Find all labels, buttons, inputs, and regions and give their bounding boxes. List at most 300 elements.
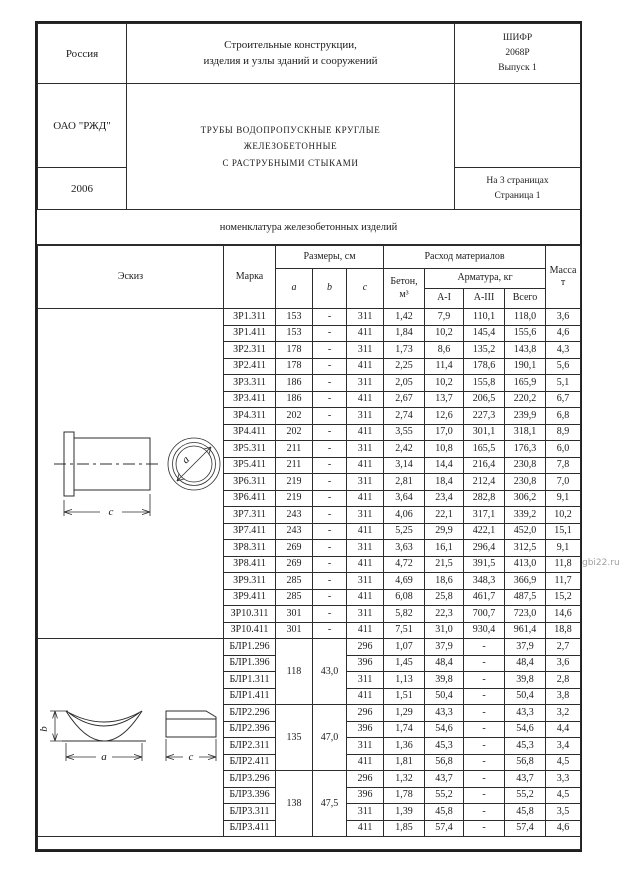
table-cell: 296 [347,771,384,788]
table-cell: 311 [347,342,384,359]
table-cell: 230,8 [505,474,546,491]
table-cell: - [464,672,505,689]
table-cell: 56,8 [505,754,546,771]
table-cell: 2,25 [384,358,425,375]
pipe-drawing [38,420,224,524]
table-cell: - [464,721,505,738]
table-cell: 413,0 [505,556,546,573]
table-cell: 1,73 [384,342,425,359]
table-cell: ЗР10.411 [224,622,276,639]
table-cell: 143,8 [505,342,546,359]
series-title-cell [127,24,455,84]
table-cell: 11,7 [546,573,581,590]
table-cell: 296,4 [464,540,505,557]
table-cell: - [464,787,505,804]
table-cell: - [464,688,505,705]
table-cell: 206,5 [464,391,505,408]
table-cell: 153 [276,309,313,326]
table-cell: 186 [276,391,313,408]
table-cell: - [313,556,347,573]
table-cell: 2,74 [384,408,425,425]
table-cell: 317,1 [464,507,505,524]
table-cell: 411 [347,457,384,474]
table-cell: 45,3 [505,738,546,755]
table-cell: 202 [276,408,313,425]
table-cell: 211 [276,457,313,474]
table-cell: 3,4 [546,738,581,755]
table-cell: 43,0 [313,639,347,705]
table-cell: 31,0 [425,622,464,639]
table-cell: 178,6 [464,358,505,375]
table-cell: 15,1 [546,523,581,540]
table-cell: 311 [347,375,384,392]
table-cell: 301,1 [464,424,505,441]
table-cell: 1,32 [384,771,425,788]
table-cell: - [464,705,505,722]
dim-label-a: a [179,453,193,467]
table-cell: 311 [347,441,384,458]
table-cell: ЗР10.311 [224,606,276,623]
table-cell: 311 [347,738,384,755]
header-row [38,246,581,269]
table-cell: - [313,540,347,557]
series-title-line: изделия и узлы зданий и сооружений [203,54,378,67]
table-cell: 2,67 [384,391,425,408]
table-cell: 47,5 [313,771,347,837]
table-cell: 37,9 [425,639,464,656]
table-cell: 135,2 [464,342,505,359]
table-cell: 4,06 [384,507,425,524]
table-cell: 391,5 [464,556,505,573]
table-cell: ЗР1.411 [224,325,276,342]
table-cell: 318,1 [505,424,546,441]
table-cell: - [313,622,347,639]
table-cell: БЛР2.311 [224,738,276,755]
table-cell: - [313,391,347,408]
pages-cell [455,168,581,210]
table-cell: 138 [276,771,313,837]
table-cell: 1,81 [384,754,425,771]
table-cell: 118,0 [505,309,546,326]
table-cell: 4,5 [546,787,581,804]
dim-label-c: c [108,506,114,518]
segment-sketch-cell [38,639,224,837]
table-cell: 7,8 [546,457,581,474]
table-cell: 220,2 [505,391,546,408]
table-cell: 54,6 [505,721,546,738]
table-row [38,837,581,850]
table-cell: 3,64 [384,490,425,507]
table-body [38,309,581,850]
table-cell: 230,8 [505,457,546,474]
table-cell: 14,6 [546,606,581,623]
table-cell: - [313,507,347,524]
table-cell: БЛР3.411 [224,820,276,837]
title-row-2 [38,84,581,168]
mass-label: Масса [549,264,577,276]
table-cell: 216,4 [464,457,505,474]
table-cell: 2,05 [384,375,425,392]
table-cell: 396 [347,721,384,738]
table-cell: 411 [347,556,384,573]
table-cell: 9,1 [546,540,581,557]
table-cell: 2,42 [384,441,425,458]
concrete-label: Бетон, [390,276,418,287]
table-cell: 153 [276,325,313,342]
table-cell: ЗР7.311 [224,507,276,524]
nomenclature-band: номенклатура железобетонных изделий [37,210,580,245]
table-cell: 219 [276,490,313,507]
table-row [38,309,581,326]
table-cell: ЗР8.311 [224,540,276,557]
col-header-sketch: Эскиз [38,246,224,309]
table-cell: ЗР3.411 [224,391,276,408]
concrete-unit: м³ [399,288,409,300]
table-cell: 1,39 [384,804,425,821]
series-title-line: Строительные конструкции, [224,38,357,51]
product-title-line: ТРУБЫ ВОДОПРОПУСКНЫЕ КРУГЛЫЕ [200,125,381,136]
table-cell: 461,7 [464,589,505,606]
table-cell: БЛР2.411 [224,754,276,771]
table-cell: 5,82 [384,606,425,623]
table-cell: 50,4 [505,688,546,705]
table-cell: 10,2 [425,325,464,342]
table-cell: 4,5 [546,754,581,771]
table-cell: - [313,474,347,491]
table-cell: БЛР1.411 [224,688,276,705]
table-cell: БЛР1.396 [224,655,276,672]
table-cell: 3,2 [546,705,581,722]
table-cell: 176,3 [505,441,546,458]
table-cell: 411 [347,589,384,606]
table-cell: 18,8 [546,622,581,639]
table-cell: 269 [276,556,313,573]
table-cell: БЛР1.296 [224,639,276,656]
table-cell: 39,8 [425,672,464,689]
table-cell: - [313,523,347,540]
page-number: Страница 1 [494,190,541,201]
table-cell: ЗР2.311 [224,342,276,359]
country-cell: Россия [38,24,127,84]
table-cell: 723,0 [505,606,546,623]
title-block [37,23,581,210]
table-cell: 1,74 [384,721,425,738]
col-header-concrete [384,269,425,309]
table-cell: 56,8 [425,754,464,771]
table-cell: 1,42 [384,309,425,326]
table-cell: 312,5 [505,540,546,557]
table-cell: ЗР8.411 [224,556,276,573]
table-cell: 18,4 [425,474,464,491]
table-cell: 211 [276,441,313,458]
document-frame [35,21,582,852]
table-cell: 396 [347,787,384,804]
table-cell: 10,2 [425,375,464,392]
table-cell: 282,8 [464,490,505,507]
table-cell: 296 [347,639,384,656]
table-cell: 269 [276,540,313,557]
table-cell: 165,9 [505,375,546,392]
table-cell: ЗР9.311 [224,573,276,590]
segment-drawing [38,697,224,775]
col-header-rebar-total: Всего [505,289,546,309]
table-cell: 311 [347,507,384,524]
table-cell: 306,2 [505,490,546,507]
organization-cell: ОАО "РЖД" [38,84,127,168]
table-cell: 22,3 [425,606,464,623]
table-cell: - [313,606,347,623]
empty-cell [455,84,581,168]
code-cell [455,24,581,84]
pipe-sketch-cell [38,309,224,639]
table-cell: 8,6 [425,342,464,359]
table-cell: ЗР1.311 [224,309,276,326]
year-cell: 2006 [38,168,127,210]
table-cell: 4,69 [384,573,425,590]
table-cell: БЛР3.311 [224,804,276,821]
table-cell: 45,3 [425,738,464,755]
col-group-dimensions: Размеры, см [276,246,384,269]
table-cell: 396 [347,655,384,672]
table-cell: 5,25 [384,523,425,540]
table-cell: 311 [347,573,384,590]
col-header-dim-a: a [276,269,313,309]
table-cell: БЛР3.396 [224,787,276,804]
table-cell: 178 [276,342,313,359]
col-header-dim-c: c [347,269,384,309]
table-cell: 7,0 [546,474,581,491]
segment-top-outer [66,711,142,722]
table-cell: 48,4 [425,655,464,672]
table-cell: 4,3 [546,342,581,359]
table-cell: 1,51 [384,688,425,705]
table-cell: 5,6 [546,358,581,375]
table-cell: 135 [276,705,313,771]
table-cell: 1,78 [384,787,425,804]
table-cell: 50,4 [425,688,464,705]
col-header-dim-b: b [313,269,347,309]
table-cell: 3,6 [546,309,581,326]
table-cell: ЗР4.411 [224,424,276,441]
table-cell: 411 [347,325,384,342]
table-cell: 12,6 [425,408,464,425]
code-issue: Выпуск 1 [498,63,537,74]
table-cell: 14,4 [425,457,464,474]
table-cell: - [464,771,505,788]
table-cell: 7,51 [384,622,425,639]
table-cell: - [313,325,347,342]
col-header-rebar-ai: А-I [425,289,464,309]
table-cell: 6,8 [546,408,581,425]
table-cell: 29,9 [425,523,464,540]
table-cell: 311 [347,606,384,623]
table-cell: ЗР3.311 [224,375,276,392]
table-cell: - [464,754,505,771]
table-cell: 57,4 [505,820,546,837]
table-cell: 13,7 [425,391,464,408]
table-cell: 3,63 [384,540,425,557]
table-cell: 1,29 [384,705,425,722]
table-head [38,246,581,309]
table-cell: 227,3 [464,408,505,425]
table-cell: - [464,655,505,672]
table-cell: 411 [347,490,384,507]
table-cell: - [464,804,505,821]
table-cell: ЗР4.311 [224,408,276,425]
table-cell: 212,4 [464,474,505,491]
table-cell: 9,1 [546,490,581,507]
table-cell: 15,2 [546,589,581,606]
table-cell: - [464,639,505,656]
table-cell: 285 [276,589,313,606]
table-cell: 411 [347,820,384,837]
segment-side-view [166,711,216,737]
table-cell: - [313,589,347,606]
segment-top-inner [69,713,139,726]
table-cell: 422,1 [464,523,505,540]
table-cell: 186 [276,375,313,392]
table-cell: ЗР5.311 [224,441,276,458]
table-cell: 118 [276,639,313,705]
table-cell: 311 [347,408,384,425]
table-cell: 452,0 [505,523,546,540]
table-cell: 487,5 [505,589,546,606]
pages-count: На 3 страницах [486,176,549,187]
table-cell: 2,8 [546,672,581,689]
watermark: gbi22.ru [582,558,620,568]
table-cell: 57,4 [425,820,464,837]
table-cell: ЗР7.411 [224,523,276,540]
table-cell: - [313,424,347,441]
table-cell: 25,8 [425,589,464,606]
table-cell: 17,0 [425,424,464,441]
table-cell: 219 [276,474,313,491]
col-group-rebar: Арматура, кг [425,269,546,289]
table-cell: БЛР2.396 [224,721,276,738]
table-cell: 348,3 [464,573,505,590]
table-cell: - [313,573,347,590]
table-cell: 202 [276,424,313,441]
table-cell: 11,8 [546,556,581,573]
table-cell: 311 [347,540,384,557]
table-cell: 8,9 [546,424,581,441]
table-cell: - [313,342,347,359]
table-cell: 339,2 [505,507,546,524]
table-cell: - [464,820,505,837]
table-cell: 110,1 [464,309,505,326]
table-cell: 45,8 [505,804,546,821]
code-number: 2068Р [505,47,530,58]
table-cell: - [313,375,347,392]
table-cell: 3,5 [546,804,581,821]
table-cell: 21,5 [425,556,464,573]
table-cell: 6,0 [546,441,581,458]
table-row [38,639,581,656]
table-cell: 311 [347,474,384,491]
table-cell: 54,6 [425,721,464,738]
table-cell: 4,6 [546,820,581,837]
table-cell: 411 [347,523,384,540]
table-cell: 411 [347,622,384,639]
dim-label-b: b [38,726,50,732]
table-cell: 411 [347,424,384,441]
table-cell: 155,6 [505,325,546,342]
table-cell: 4,6 [546,325,581,342]
empty-footer-cell [38,837,581,850]
table-cell: 43,3 [505,705,546,722]
table-cell: 6,7 [546,391,581,408]
table-cell: 243 [276,523,313,540]
table-cell: 6,08 [384,589,425,606]
col-header-mass [546,246,581,309]
table-cell: 1,13 [384,672,425,689]
table-cell: ЗР5.411 [224,457,276,474]
table-cell: 3,55 [384,424,425,441]
table-cell: 3,3 [546,771,581,788]
table-cell: 47,0 [313,705,347,771]
table-cell: 37,9 [505,639,546,656]
table-cell: 301 [276,606,313,623]
table-cell: 2,7 [546,639,581,656]
table-cell: ЗР6.411 [224,490,276,507]
table-cell: 155,8 [464,375,505,392]
table-cell: 22,1 [425,507,464,524]
table-cell: - [313,358,347,375]
title-row-1 [38,24,581,84]
table-cell: 23,4 [425,490,464,507]
table-cell: 190,1 [505,358,546,375]
mass-unit: т [560,277,566,288]
table-cell: 296 [347,705,384,722]
table-cell: 1,85 [384,820,425,837]
table-cell: 3,6 [546,655,581,672]
table-cell: БЛР2.296 [224,705,276,722]
col-group-materials: Расход материалов [384,246,546,269]
table-cell: 5,1 [546,375,581,392]
diameter-arrow [177,447,211,481]
table-cell: 45,8 [425,804,464,821]
code-label: ШИФР [502,32,533,43]
table-cell: - [313,441,347,458]
table-cell: 43,7 [425,771,464,788]
table-cell: 1,07 [384,639,425,656]
table-cell: 411 [347,358,384,375]
product-title-cell [127,84,455,210]
table-cell: 10,2 [546,507,581,524]
table-cell: 3,14 [384,457,425,474]
table-cell: 55,2 [425,787,464,804]
product-title-line: ЖЕЛЕЗОБЕТОННЫЕ [243,141,338,152]
products-table [37,245,581,850]
table-cell: 1,36 [384,738,425,755]
table-cell: ЗР6.311 [224,474,276,491]
dim-label-c: c [188,751,194,763]
table-cell: 311 [347,804,384,821]
table-cell: 4,4 [546,721,581,738]
table-cell: 4,72 [384,556,425,573]
table-cell: 411 [347,688,384,705]
product-title-line: С РАСТРУБНЫМИ СТЫКАМИ [222,157,359,168]
table-cell: - [313,457,347,474]
table-cell: 39,8 [505,672,546,689]
table-cell: ЗР9.411 [224,589,276,606]
table-cell: 16,1 [425,540,464,557]
table-cell: 366,9 [505,573,546,590]
table-cell: 165,5 [464,441,505,458]
table-cell: 1,45 [384,655,425,672]
table-cell: 1,84 [384,325,425,342]
table-cell: - [464,738,505,755]
